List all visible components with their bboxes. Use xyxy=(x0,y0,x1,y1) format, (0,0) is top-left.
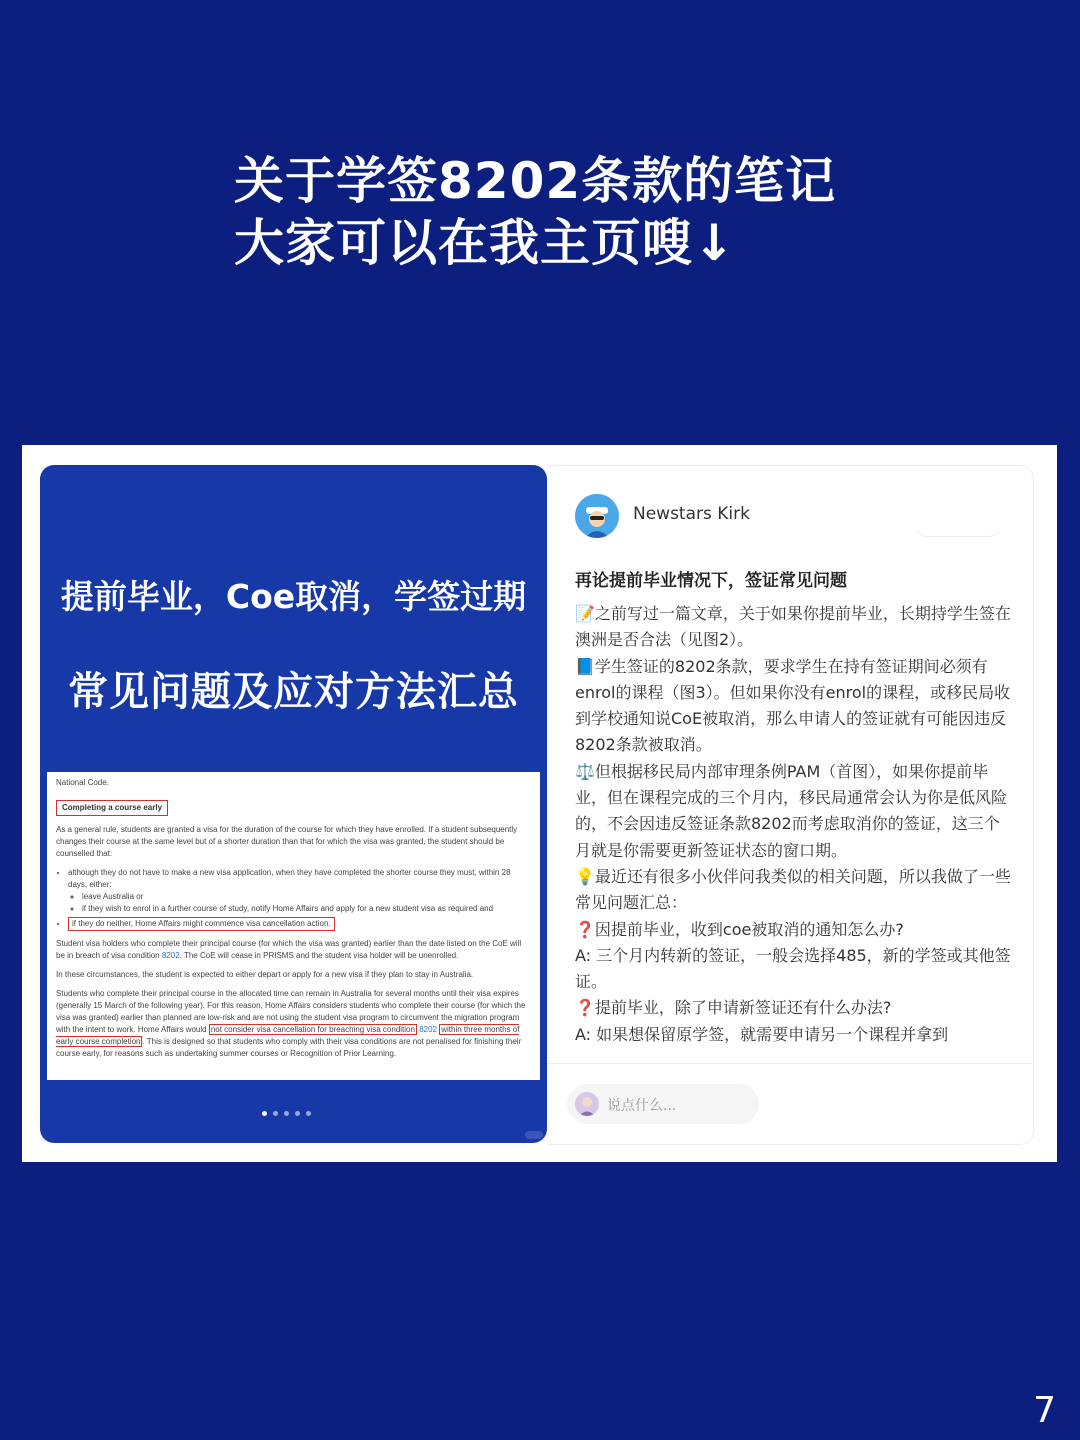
post-paragraph: ⚖️但根据移民局内部审理条例PAM（首图），如果你提前毕业，但在课程完成的三个月内，移民局通常会认为你是低风险的，不会因违反签证条款8202而考虑取消你的签证，这三个月就是你需要更新签证状态的窗口期。 xyxy=(575,761,1008,860)
doc-paragraph-3: In these circumstances, the student is expected to either depart or apply for a new visa if they plan to stay in Australia. xyxy=(56,970,474,979)
doc-bullet-2 xyxy=(68,915,531,933)
image-corner-badge xyxy=(525,1131,543,1139)
cover-title-line-2: 常见问题及应对方法汇总 xyxy=(68,669,519,715)
post-paragraph: 📝之前写过一篇文章，关于如果你提前毕业，长期持学生签在澳洲是否合法（见图2）。 xyxy=(575,604,1011,650)
page-number: 7 xyxy=(1033,1390,1056,1431)
doc-bullet-2-text: if they do neither, Home Affairs might commence visa cancellation action. xyxy=(68,917,335,931)
post-paragraph: 📘学生签证的8202条款，要求学生在持有签证期间必须有enrol的课程（图3）。但如果你没有enrol的课程，或移民局收到学校通知说CoE被取消，那么申请人的签证就有可能因违反8202条款被取消。 xyxy=(575,656,1011,755)
doc-paragraph-4-text-end: . This is designed so that students who comply with their visa conditions are not penalised for finishing their course early, for reasons such as undertaking summer courses or Recognition of Prior Learning. xyxy=(56,1037,522,1058)
carousel-dot-2[interactable] xyxy=(273,1111,278,1116)
doc-heading: Completing a course early xyxy=(56,800,168,816)
doc-paragraph-4-text: Students who complete their principal course in the allocated time can remain in Australia for several months until their visa expires (generally 15 March of the following year). For this reason, Home Affairs considers students who complete their course (for which the visa was granted) earlier than planned are low-risk and are not using the student visa program to circumvent the migration program with the intent to work. Home Affairs would xyxy=(56,989,526,1034)
carousel-dot-1[interactable] xyxy=(262,1111,267,1116)
doc-paragraph-4 xyxy=(56,988,531,1060)
doc-link-8202-2[interactable]: 8202 xyxy=(419,1025,437,1034)
doc-bullet-list xyxy=(56,867,531,933)
doc-sub-bullet-2: ◦ if they wish to enrol in a further course of study, notify Home Affairs and apply for a new student visa as required and xyxy=(82,903,531,915)
doc-highlight-2: within three months of early course completion xyxy=(56,1025,520,1046)
doc-paragraph-1: As a general rule, students are granted a visa for the duration of the course for which they have enrolled. If a student subsequently changes their course at the same level but of a shorter duration than that for which the visa was granted, the student should be counselled that: xyxy=(56,825,518,858)
carousel-dots xyxy=(262,1111,311,1116)
cover-title-line-1: 提前毕业，Coe取消，学签过期 xyxy=(60,577,527,616)
post-paragraph: ❓因提前毕业，收到coe被取消的通知怎么办? xyxy=(575,919,904,939)
doc-bullet-1-text: although they do not have to make a new visa application, when they have completed the shorter course they must, within 28 days, either: xyxy=(68,868,511,889)
post-paragraph: ❓提前毕业，除了申请新签证还有什么办法? xyxy=(575,998,892,1018)
user-avatar-icon xyxy=(575,1092,599,1116)
avatar-cartoon-icon xyxy=(575,494,619,538)
carousel-dot-3[interactable] xyxy=(284,1111,289,1116)
headline-line-2: 大家可以在我主页嗖↓ xyxy=(234,214,736,272)
doc-paragraph-2 xyxy=(56,938,531,962)
comment-placeholder: 说点什么... xyxy=(607,1098,677,1114)
doc-highlight-1: not consider visa cancellation for breaching visa condition xyxy=(210,1025,415,1034)
post-paragraph: A: 如果想保留原学签，就需要申请另一个课程并拿到 xyxy=(575,1024,949,1044)
post-screenshot-card xyxy=(22,445,1057,1162)
headline xyxy=(234,150,994,274)
doc-paragraph-2-text: Student visa holders who complete their principal course (for which the visa was granted) earlier than the date listed on the CoE will be in breach of visa condition xyxy=(56,939,522,960)
comment-input[interactable] xyxy=(567,1084,759,1124)
post-detail-panel xyxy=(547,465,1034,1145)
policy-document-excerpt xyxy=(47,772,540,1080)
carousel-dot-4[interactable] xyxy=(295,1111,300,1116)
user-avatar xyxy=(575,1092,599,1116)
carousel-dot-5[interactable] xyxy=(306,1111,311,1116)
doc-top-label: National Code. xyxy=(56,778,109,787)
comment-divider xyxy=(547,1063,1033,1064)
headline-line-1: 关于学签8202条款的笔记 xyxy=(234,152,837,210)
post-paragraph: A: 三个月内转新的签证，一般会选择485，新的学签或其他签证。 xyxy=(575,945,1011,992)
post-paragraph: 💡最近还有很多小伙伴问我类似的相关问题，所以我做了一些常见问题汇总： xyxy=(575,866,1011,913)
doc-sub-bullet-1: ◦ leave Australia or xyxy=(82,891,531,903)
post-title: 再论提前毕业情况下，签证常见问题 xyxy=(575,571,847,591)
author-avatar[interactable] xyxy=(575,494,619,538)
post-image-carousel[interactable] xyxy=(40,465,547,1143)
doc-paragraph-2-text-end: . The CoE will cease in PRISMS and the student visa holder will be unenrolled. xyxy=(179,951,459,960)
follow-button-area[interactable] xyxy=(913,506,1003,537)
doc-bullet-1 xyxy=(68,867,531,915)
author-name[interactable]: Newstars Kirk xyxy=(633,504,750,524)
post-body xyxy=(575,601,1015,1061)
doc-link-8202[interactable]: 8202 xyxy=(161,951,180,960)
